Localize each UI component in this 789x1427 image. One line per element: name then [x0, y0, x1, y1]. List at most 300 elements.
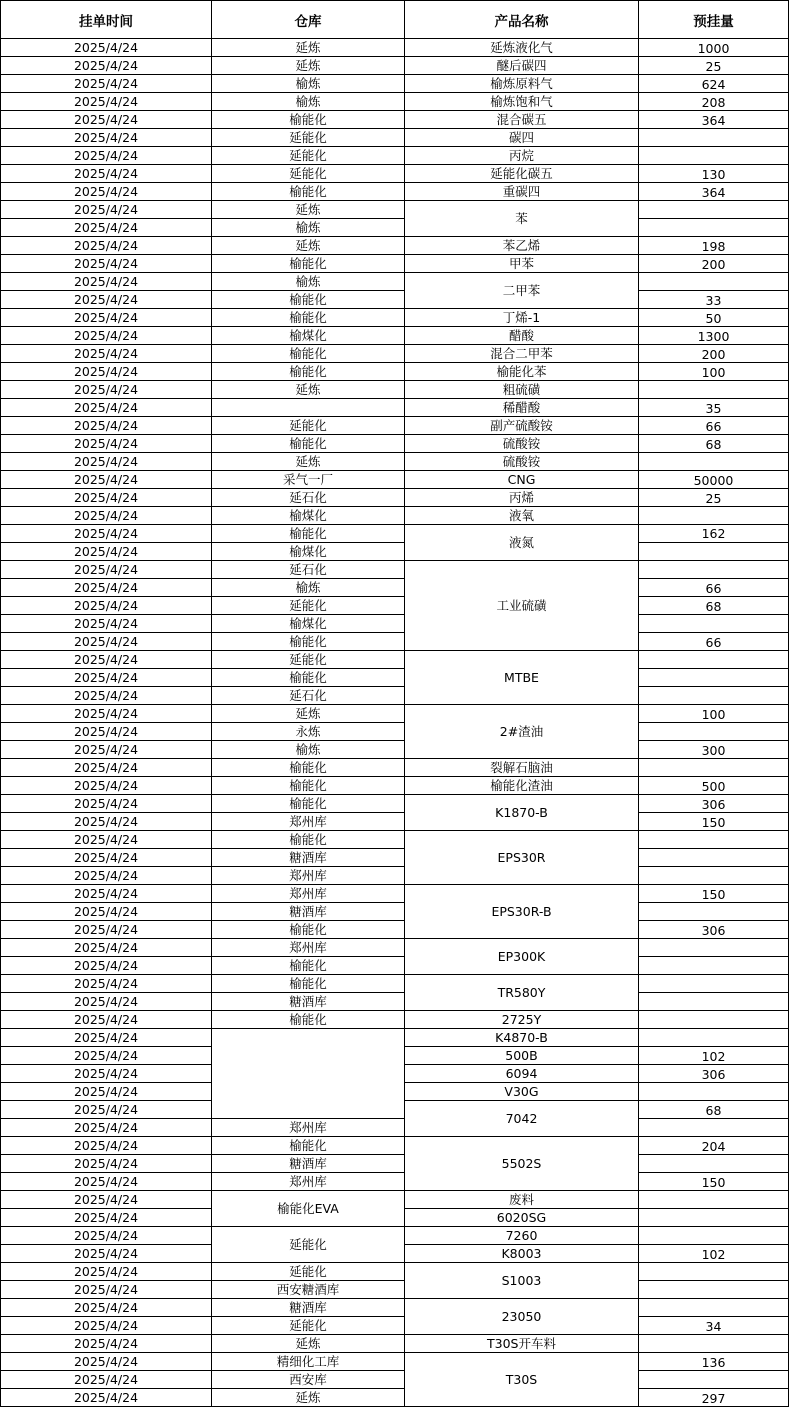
warehouse-cell: [212, 1029, 405, 1119]
quantity-cell: [639, 1209, 789, 1227]
header-row: [1, 1, 789, 39]
listing-time-cell: 2025/4/24: [1, 471, 212, 489]
table-row: [1, 1011, 789, 1029]
listing-time-cell: 2025/4/24: [1, 381, 212, 399]
quantity-cell: [639, 1227, 789, 1245]
warehouse-cell: 郑州库: [212, 939, 405, 957]
table-row: [1, 165, 789, 183]
table-row: [1, 885, 789, 903]
listing-time-cell: 2025/4/24: [1, 1209, 212, 1227]
listing-time-cell: 2025/4/24: [1, 849, 212, 867]
quantity-cell: [639, 1335, 789, 1353]
product-name-cell: 7042: [405, 1101, 639, 1137]
listing-time-cell: 2025/4/24: [1, 39, 212, 57]
warehouse-cell: 榆煤化: [212, 543, 405, 561]
listing-time-cell: 2025/4/24: [1, 1119, 212, 1137]
quantity-cell: 297: [639, 1389, 789, 1407]
table-row: [1, 615, 789, 633]
table-row: [1, 93, 789, 111]
product-name-cell: T30S: [405, 1353, 639, 1407]
table-row: [1, 759, 789, 777]
quantity-cell: [639, 669, 789, 687]
table-row: [1, 1371, 789, 1389]
listing-time-cell: 2025/4/24: [1, 777, 212, 795]
quantity-cell: [639, 831, 789, 849]
warehouse-cell: 榆能化: [212, 255, 405, 273]
warehouse-cell: 延能化: [212, 1317, 405, 1335]
table-row: [1, 741, 789, 759]
table-row: [1, 525, 789, 543]
quantity-cell: [639, 273, 789, 291]
product-name-cell: 混合碳五: [405, 111, 639, 129]
quantity-cell: 1300: [639, 327, 789, 345]
listing-time-cell: 2025/4/24: [1, 93, 212, 111]
warehouse-cell: 延炼: [212, 201, 405, 219]
product-name-cell: 液氧: [405, 507, 639, 525]
quantity-cell: [639, 849, 789, 867]
quantity-cell: 500: [639, 777, 789, 795]
table-row: [1, 219, 789, 237]
listing-time-cell: 2025/4/24: [1, 453, 212, 471]
listing-time-cell: 2025/4/24: [1, 273, 212, 291]
quantity-cell: 68: [639, 435, 789, 453]
warehouse-cell: 榆炼: [212, 93, 405, 111]
header-warehouse: 仓库: [212, 1, 405, 39]
table-row: [1, 561, 789, 579]
quantity-cell: [639, 903, 789, 921]
table-row: [1, 345, 789, 363]
warehouse-cell: 榆能化: [212, 183, 405, 201]
table-row: [1, 1335, 789, 1353]
table-row: [1, 903, 789, 921]
warehouse-cell: 延能化: [212, 165, 405, 183]
quantity-cell: [639, 759, 789, 777]
table-row: [1, 453, 789, 471]
table-row: [1, 1281, 789, 1299]
listing-time-cell: 2025/4/24: [1, 291, 212, 309]
table-row: [1, 111, 789, 129]
warehouse-cell: 延炼: [212, 381, 405, 399]
table-row: [1, 75, 789, 93]
quantity-cell: 306: [639, 795, 789, 813]
quantity-cell: [639, 129, 789, 147]
listing-time-cell: 2025/4/24: [1, 633, 212, 651]
warehouse-cell: 榆炼: [212, 579, 405, 597]
table-row: [1, 489, 789, 507]
quantity-cell: [639, 1281, 789, 1299]
warehouse-cell: 延炼: [212, 453, 405, 471]
warehouse-cell: 糖酒库: [212, 849, 405, 867]
product-name-cell: 粗硫磺: [405, 381, 639, 399]
quantity-cell: 306: [639, 921, 789, 939]
listing-time-cell: 2025/4/24: [1, 1101, 212, 1119]
warehouse-cell: 榆能化: [212, 921, 405, 939]
listing-time-cell: 2025/4/24: [1, 903, 212, 921]
quantity-cell: [639, 201, 789, 219]
warehouse-cell: 榆能化: [212, 1137, 405, 1155]
product-name-cell: 副产硫酸铵: [405, 417, 639, 435]
quantity-cell: 200: [639, 345, 789, 363]
warehouse-cell: 郑州库: [212, 1119, 405, 1137]
warehouse-cell: 榆能化: [212, 435, 405, 453]
quantity-cell: 162: [639, 525, 789, 543]
quantity-cell: 130: [639, 165, 789, 183]
product-name-cell: V30G: [405, 1083, 639, 1101]
listing-time-cell: 2025/4/24: [1, 543, 212, 561]
warehouse-cell: 榆能化: [212, 831, 405, 849]
product-name-cell: CNG: [405, 471, 639, 489]
warehouse-cell: 榆能化: [212, 669, 405, 687]
table-row: [1, 651, 789, 669]
quantity-cell: [639, 1299, 789, 1317]
listing-time-cell: 2025/4/24: [1, 1227, 212, 1245]
warehouse-cell: 榆能化: [212, 975, 405, 993]
listing-time-cell: 2025/4/24: [1, 489, 212, 507]
listing-time-cell: 2025/4/24: [1, 57, 212, 75]
product-name-cell: 6094: [405, 1065, 639, 1083]
quantity-cell: [639, 147, 789, 165]
table-row: [1, 921, 789, 939]
listing-time-cell: 2025/4/24: [1, 759, 212, 777]
table-row: [1, 1263, 789, 1281]
table-row: [1, 417, 789, 435]
quantity-cell: 136: [639, 1353, 789, 1371]
quantity-cell: 208: [639, 93, 789, 111]
product-name-cell: 500B: [405, 1047, 639, 1065]
table-row: [1, 201, 789, 219]
listing-time-cell: 2025/4/24: [1, 363, 212, 381]
table-row: [1, 1389, 789, 1407]
quantity-cell: 200: [639, 255, 789, 273]
quantity-cell: 68: [639, 597, 789, 615]
listing-time-cell: 2025/4/24: [1, 1065, 212, 1083]
warehouse-cell: 延能化: [212, 1227, 405, 1263]
warehouse-cell: 延石化: [212, 687, 405, 705]
quantity-cell: [639, 381, 789, 399]
listing-time-cell: 2025/4/24: [1, 507, 212, 525]
listing-time-cell: 2025/4/24: [1, 723, 212, 741]
product-name-cell: 液氮: [405, 525, 639, 561]
quantity-cell: 300: [639, 741, 789, 759]
listing-time-cell: 2025/4/24: [1, 1083, 212, 1101]
warehouse-cell: 榆能化: [212, 957, 405, 975]
warehouse-cell: 榆能化: [212, 345, 405, 363]
warehouse-cell: 榆炼: [212, 741, 405, 759]
warehouse-cell: 延炼: [212, 1389, 405, 1407]
listing-time-cell: 2025/4/24: [1, 183, 212, 201]
product-name-cell: 甲苯: [405, 255, 639, 273]
table-row: [1, 777, 789, 795]
listing-time-cell: 2025/4/24: [1, 741, 212, 759]
product-name-cell: 延能化碳五: [405, 165, 639, 183]
quantity-cell: [639, 1029, 789, 1047]
listing-time-cell: 2025/4/24: [1, 147, 212, 165]
table-row: [1, 399, 789, 417]
table-row: [1, 435, 789, 453]
quantity-cell: [639, 1011, 789, 1029]
product-name-cell: 丁烯-1: [405, 309, 639, 327]
table-row: [1, 867, 789, 885]
product-name-cell: 23050: [405, 1299, 639, 1335]
quantity-cell: [639, 1119, 789, 1137]
warehouse-cell: 延能化: [212, 147, 405, 165]
table-row: [1, 183, 789, 201]
quantity-cell: 66: [639, 633, 789, 651]
quantity-cell: 34: [639, 1317, 789, 1335]
product-name-cell: 苯: [405, 201, 639, 237]
product-name-cell: TR580Y: [405, 975, 639, 1011]
header-listing-time: 挂单时间: [1, 1, 212, 39]
listing-time-cell: 2025/4/24: [1, 1011, 212, 1029]
listing-time-cell: 2025/4/24: [1, 165, 212, 183]
warehouse-cell: 郑州库: [212, 813, 405, 831]
warehouse-cell: 榆能化: [212, 633, 405, 651]
listing-time-cell: 2025/4/24: [1, 1029, 212, 1047]
quantity-cell: 25: [639, 57, 789, 75]
listing-time-cell: 2025/4/24: [1, 1281, 212, 1299]
quantity-cell: 198: [639, 237, 789, 255]
listing-time-cell: 2025/4/24: [1, 885, 212, 903]
product-name-cell: 2725Y: [405, 1011, 639, 1029]
quantity-cell: [639, 687, 789, 705]
warehouse-cell: 榆能化: [212, 111, 405, 129]
table-row: [1, 1029, 789, 1047]
listing-time-cell: 2025/4/24: [1, 1263, 212, 1281]
warehouse-cell: 糖酒库: [212, 1299, 405, 1317]
warehouse-cell: 糖酒库: [212, 903, 405, 921]
listing-time-cell: 2025/4/24: [1, 111, 212, 129]
table-row: [1, 1353, 789, 1371]
listing-time-cell: 2025/4/24: [1, 957, 212, 975]
listing-time-cell: 2025/4/24: [1, 1317, 212, 1335]
table-row: [1, 57, 789, 75]
quantity-cell: [639, 939, 789, 957]
warehouse-cell: 榆能化: [212, 777, 405, 795]
product-name-cell: 苯乙烯: [405, 237, 639, 255]
table-row: [1, 237, 789, 255]
table-row: [1, 723, 789, 741]
quantity-cell: [639, 651, 789, 669]
warehouse-cell: 延炼: [212, 1335, 405, 1353]
warehouse-cell: 西安糖酒库: [212, 1281, 405, 1299]
listing-time-cell: 2025/4/24: [1, 939, 212, 957]
table-row: [1, 129, 789, 147]
listing-time-cell: 2025/4/24: [1, 669, 212, 687]
listing-time-cell: 2025/4/24: [1, 561, 212, 579]
listing-time-cell: 2025/4/24: [1, 345, 212, 363]
table-row: [1, 1299, 789, 1317]
quantity-cell: [639, 561, 789, 579]
table-row: [1, 795, 789, 813]
quantity-cell: [639, 1155, 789, 1173]
listing-time-cell: 2025/4/24: [1, 255, 212, 273]
table-body: [1, 39, 789, 1407]
table-row: [1, 669, 789, 687]
warehouse-cell: 延炼: [212, 237, 405, 255]
listing-time-cell: 2025/4/24: [1, 1371, 212, 1389]
quantity-cell: 50000: [639, 471, 789, 489]
quantity-cell: [639, 507, 789, 525]
listing-time-cell: 2025/4/24: [1, 435, 212, 453]
listing-time-cell: 2025/4/24: [1, 1155, 212, 1173]
listing-time-cell: 2025/4/24: [1, 399, 212, 417]
listing-time-cell: 2025/4/24: [1, 993, 212, 1011]
product-name-cell: 2#渣油: [405, 705, 639, 759]
product-name-cell: S1003: [405, 1263, 639, 1299]
warehouse-cell: 榆煤化: [212, 615, 405, 633]
listing-time-cell: 2025/4/24: [1, 1389, 212, 1407]
quantity-cell: 364: [639, 183, 789, 201]
warehouse-cell: 糖酒库: [212, 1155, 405, 1173]
product-name-cell: 稀醋酸: [405, 399, 639, 417]
quantity-cell: 100: [639, 363, 789, 381]
warehouse-cell: 延能化: [212, 417, 405, 435]
quantity-cell: 35: [639, 399, 789, 417]
quantity-cell: [639, 975, 789, 993]
listing-time-cell: 2025/4/24: [1, 615, 212, 633]
product-name-cell: 工业硫磺: [405, 561, 639, 651]
product-name-cell: EP300K: [405, 939, 639, 975]
warehouse-cell: 榆煤化: [212, 327, 405, 345]
table-row: [1, 1173, 789, 1191]
product-name-cell: MTBE: [405, 651, 639, 705]
product-name-cell: 7260: [405, 1227, 639, 1245]
listing-time-cell: 2025/4/24: [1, 1353, 212, 1371]
listing-time-cell: 2025/4/24: [1, 813, 212, 831]
table-row: [1, 39, 789, 57]
header-quantity: 预挂量: [639, 1, 789, 39]
listing-time-cell: 2025/4/24: [1, 867, 212, 885]
listing-time-cell: 2025/4/24: [1, 975, 212, 993]
quantity-cell: 100: [639, 705, 789, 723]
table-row: [1, 1317, 789, 1335]
quantity-cell: [639, 1191, 789, 1209]
quantity-cell: [639, 1263, 789, 1281]
warehouse-cell: 延能化: [212, 651, 405, 669]
table-row: [1, 939, 789, 957]
product-name-cell: 榆炼原料气: [405, 75, 639, 93]
listing-time-cell: 2025/4/24: [1, 417, 212, 435]
quantity-cell: 50: [639, 309, 789, 327]
quantity-cell: 66: [639, 579, 789, 597]
quantity-cell: 102: [639, 1245, 789, 1263]
listing-time-cell: 2025/4/24: [1, 75, 212, 93]
product-name-cell: 延炼液化气: [405, 39, 639, 57]
listing-time-cell: 2025/4/24: [1, 1335, 212, 1353]
header-product-name: 产品名称: [405, 1, 639, 39]
table-row: [1, 1191, 789, 1209]
listing-time-cell: 2025/4/24: [1, 309, 212, 327]
product-name-cell: 醋酸: [405, 327, 639, 345]
table-row: [1, 705, 789, 723]
warehouse-cell: 榆能化: [212, 1011, 405, 1029]
product-name-cell: 硫酸铵: [405, 453, 639, 471]
warehouse-cell: 榆能化: [212, 291, 405, 309]
warehouse-cell: 榆能化: [212, 759, 405, 777]
table-row: [1, 993, 789, 1011]
warehouse-cell: 榆煤化: [212, 507, 405, 525]
listing-time-cell: 2025/4/24: [1, 129, 212, 147]
product-name-cell: 废料: [405, 1191, 639, 1209]
table-row: [1, 363, 789, 381]
product-name-cell: 丙烯: [405, 489, 639, 507]
table-row: [1, 1119, 789, 1137]
table-header: [1, 1, 789, 39]
table-row: [1, 291, 789, 309]
warehouse-cell: 榆炼: [212, 273, 405, 291]
table-row: [1, 687, 789, 705]
table-row: [1, 147, 789, 165]
quantity-cell: 102: [639, 1047, 789, 1065]
quantity-cell: 150: [639, 885, 789, 903]
warehouse-cell: 延能化: [212, 597, 405, 615]
table-row: [1, 381, 789, 399]
listing-time-cell: 2025/4/24: [1, 201, 212, 219]
quantity-cell: 66: [639, 417, 789, 435]
quantity-cell: 624: [639, 75, 789, 93]
listing-time-cell: 2025/4/24: [1, 327, 212, 345]
listing-time-cell: 2025/4/24: [1, 1173, 212, 1191]
listing-time-cell: 2025/4/24: [1, 525, 212, 543]
table-row: [1, 813, 789, 831]
quantity-cell: 68: [639, 1101, 789, 1119]
table-row: [1, 1155, 789, 1173]
quantity-cell: 33: [639, 291, 789, 309]
warehouse-cell: 榆能化: [212, 309, 405, 327]
table-row: [1, 633, 789, 651]
quantity-cell: [639, 723, 789, 741]
warehouse-cell: 榆炼: [212, 219, 405, 237]
quantity-cell: 150: [639, 813, 789, 831]
quantity-cell: [639, 1371, 789, 1389]
quantity-cell: 306: [639, 1065, 789, 1083]
quantity-cell: 150: [639, 1173, 789, 1191]
table-row: [1, 1227, 789, 1245]
warehouse-cell: [212, 399, 405, 417]
quantity-cell: 204: [639, 1137, 789, 1155]
product-name-cell: 5502S: [405, 1137, 639, 1191]
warehouse-cell: 榆能化: [212, 795, 405, 813]
listing-time-cell: 2025/4/24: [1, 831, 212, 849]
product-name-cell: T30S开车料: [405, 1335, 639, 1353]
product-name-cell: 醚后碳四: [405, 57, 639, 75]
listing-time-cell: 2025/4/24: [1, 237, 212, 255]
table-row: [1, 975, 789, 993]
quantity-cell: 25: [639, 489, 789, 507]
table-row: [1, 1137, 789, 1155]
warehouse-cell: 精细化工库: [212, 1353, 405, 1371]
table-row: [1, 309, 789, 327]
warehouse-cell: 延能化: [212, 129, 405, 147]
product-name-cell: EPS30R-B: [405, 885, 639, 939]
product-name-cell: K8003: [405, 1245, 639, 1263]
warehouse-cell: 延能化: [212, 1263, 405, 1281]
warehouse-cell: 采气一厂: [212, 471, 405, 489]
listing-time-cell: 2025/4/24: [1, 1191, 212, 1209]
table-row: [1, 597, 789, 615]
quantity-cell: [639, 993, 789, 1011]
product-name-cell: 碳四: [405, 129, 639, 147]
listing-time-cell: 2025/4/24: [1, 651, 212, 669]
table-row: [1, 957, 789, 975]
product-name-cell: K4870-B: [405, 1029, 639, 1047]
warehouse-cell: 延石化: [212, 561, 405, 579]
table-row: [1, 273, 789, 291]
quantity-cell: [639, 957, 789, 975]
table-row: [1, 849, 789, 867]
warehouse-cell: 郑州库: [212, 867, 405, 885]
quantity-cell: 1000: [639, 39, 789, 57]
